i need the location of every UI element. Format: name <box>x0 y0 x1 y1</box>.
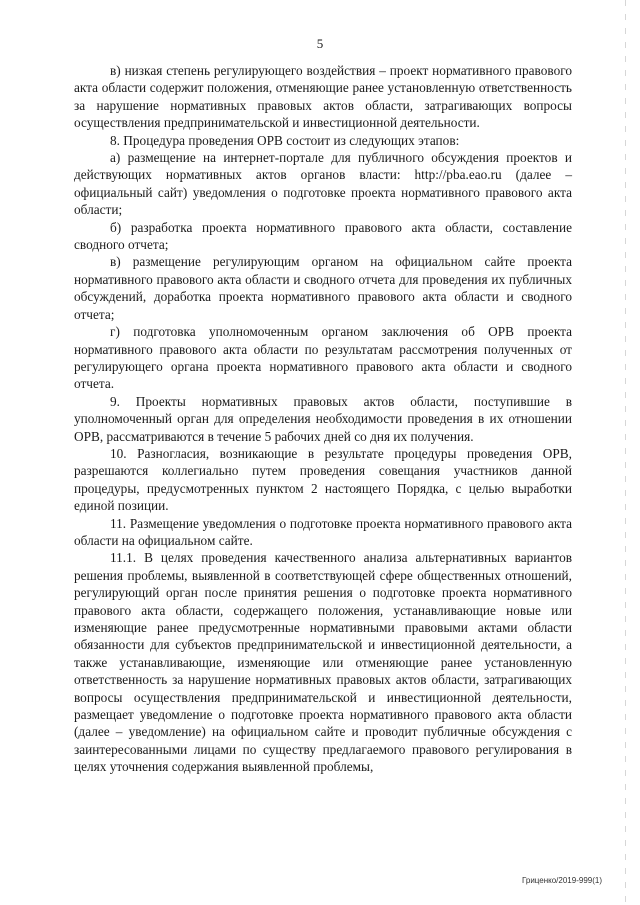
scan-edge-artifact <box>625 0 626 905</box>
paragraph-8a: а) размещение на интернет-портале для публичного обсуждения проектов и действующих нормативных актов органов власти: http://pba.eao.ru (далее – официальный сайт) уведомления о подготовке проекта нормативного правового акта области; <box>74 150 572 218</box>
paragraph-11-1: 11.1. В целях проведения качественного анализа альтернативных вариантов решения проблемы, выявленной в соответствующей сфере общественных отношений, регулирующий орган после принятия решения о подготовке проекта нормативного правового акта области, содержащего положения, устанавливающие новые или изменяющие ранее предусмотренные нормативными правовыми актами области обязанности для субъектов предпринимательской и инвестиционной деятельности, а также устанавливающие, изменяющие или отменяющие ранее установленную ответственность за нарушение нормативных правовых актов области, затрагивающих вопросы осуществления предпринимательской и инвестиционной деятельности, размещает уведомление о подготовке проекта нормативного правового акта области (далее – уведомление) на официальном сайте и проводит публичные обсуждения с заинтересованными лицами по существу предлагаемого правового регулирования в целях уточнения содержания выявленной проблемы, <box>74 550 572 775</box>
paragraph-9: 9. Проекты нормативных правовых актов области, поступившие в уполномоченный орган для определения необходимости проведения в их отношении ОРВ, рассматриваются в течение 5 рабочих дней со дня их получения. <box>74 393 572 444</box>
paragraph-8: 8. Процедура проведения ОРВ состоит из следующих этапов: <box>110 132 460 148</box>
document-body <box>74 62 572 776</box>
paragraph-8g: г) подготовка уполномоченным органом заключения об ОРВ проекта нормативного правового акта области по результатам рассмотрения полученных от регулирующего органа проекта нормативного правового акта области и сводного отчета. <box>74 324 572 392</box>
paragraph-8v: в) размещение регулирующим органом на официальном сайте проекта нормативного правового акта области и сводного отчета для проведения их публичных обсуждений, доработка проекта нормативного правового акта области и сводного отчета; <box>74 254 572 322</box>
footer-code: Гриценко/2019-999(1) <box>521 876 602 885</box>
paragraph-10: 10. Разногласия, возникающие в результате процедуры проведения ОРВ, разрешаются коллегиально путем проведения совещания участников данной процедуры, предусмотренных пунктом 2 настоящего Порядка, с целью выработки единой позиции. <box>74 445 572 514</box>
page-number: 5 <box>316 36 324 51</box>
paragraph-11: 11. Размещение уведомления о подготовке проекта нормативного правового акта области на официальном сайте. <box>74 515 572 548</box>
paragraph-7v: в) низкая степень регулирующего воздействия – проект нормативного правового акта области содержит положения, отменяющие ранее установленную ответственность за нарушение нормативных правовых актов области, затрагивающих вопросы осуществления предпринимательской и инвестиционной деятельности. <box>74 63 572 131</box>
paragraph-8b: б) разработка проекта нормативного правового акта области, составление сводного отчета; <box>74 219 572 253</box>
